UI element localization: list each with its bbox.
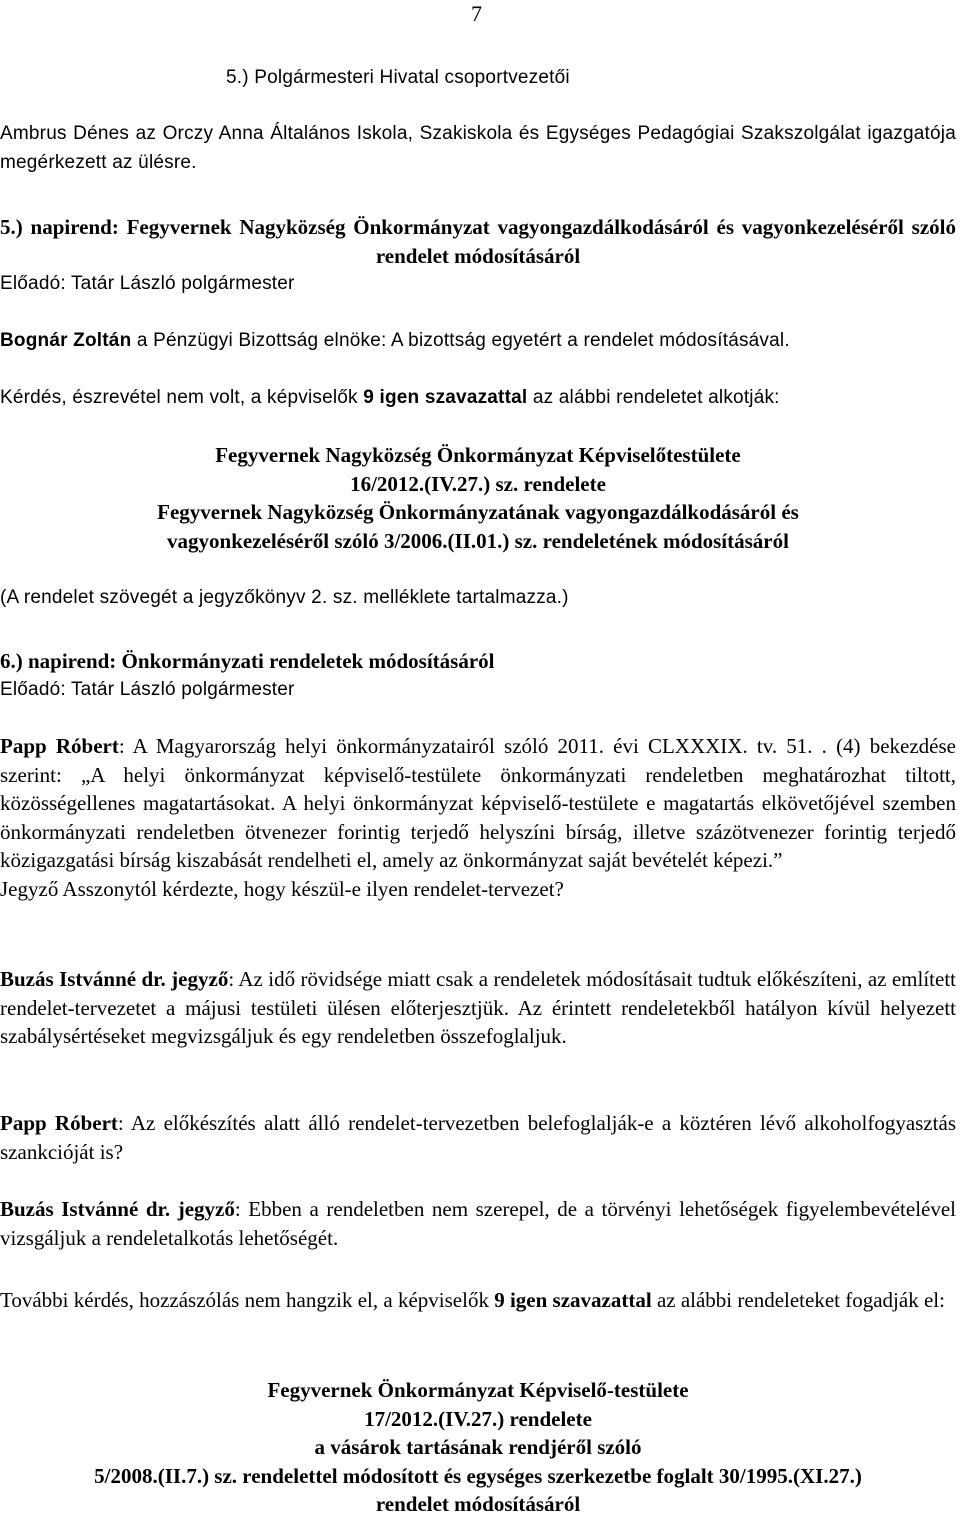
vote-statement-2 — [0, 1286, 956, 1315]
vote-1-text — [0, 384, 956, 413]
agenda-item-6 — [0, 647, 956, 704]
speech-body: : Ebben a rendeletben nem szerepel, de a törvényi lehetőségek figyelembevételével vizsgáljuk a rendeletalkotás lehetőségét. — [0, 1197, 957, 1250]
annex-note — [0, 584, 956, 613]
speech-papp-1-question: Jegyző Asszonytól kérdezte, hogy készül-e ilyen rendelet-tervezet? — [0, 876, 564, 901]
vote-2-text — [0, 1286, 956, 1315]
decree-2-line-5: rendelet módosításáról — [375, 1492, 581, 1516]
decree-1-line-3: Fegyvernek Nagyközség Önkormányzatának vagyongazdálkodásáról és — [157, 500, 799, 524]
speaker-name: Bognár Zoltán — [0, 330, 132, 351]
speaker-name: Papp Róbert — [0, 1111, 118, 1135]
annex-note-text: (A rendelet szövegét a jegyzőkönyv 2. sz. melléklete tartalmazza.) — [0, 587, 569, 608]
agenda-5-heading — [0, 213, 956, 270]
speech-body: : Az idő rövidsége miatt csak a rendeletek módosításait tudtuk előkészíteni, az említett rendelet-tervezetet a májusi testületi ülésen előterjesztjük. Az érintett rendeletekből hatályon kívül helyezett szabálysértéseket megvizsgáljuk és egy rendeletben összefoglaljuk. — [0, 967, 957, 1048]
statement-body: a Pénzügyi Bizottság elnöke: A bizottság egyetért a rendelet módosításával. — [131, 330, 790, 351]
agenda-5-title: Fegyvernek Nagyközség Önkormányzat vagyongazdálkodásáról és vagyonkezeléséről szóló rendelet módosításáról — [126, 215, 956, 268]
speech-buzas-1 — [0, 965, 956, 1051]
attendance-paragraph — [0, 120, 956, 177]
decree-2-line-1: Fegyvernek Önkormányzat Képviselő-testülete — [267, 1378, 689, 1402]
speaker-name: Buzás Istvánné dr. jegyző — [0, 1197, 235, 1221]
vote-2-before: További kérdés, hozzászólás nem hangzik el, a képviselők — [0, 1288, 495, 1312]
vote-2-count: 9 igen szavazattal — [494, 1288, 652, 1312]
committee-statement — [0, 327, 956, 356]
vote-statement-1 — [0, 384, 956, 413]
committee-statement-text — [0, 327, 956, 356]
agenda-item-5 — [0, 213, 956, 299]
speech-papp-2 — [0, 1109, 956, 1166]
speech-papp-2-text — [0, 1109, 956, 1166]
speech-buzas-2-text — [0, 1195, 956, 1252]
vote-2-after: az alábbi rendeleteket fogadják el: — [651, 1288, 945, 1312]
decree-title-2 — [0, 1376, 956, 1519]
agenda-6-presenter: Előadó: Tatár László polgármester — [0, 678, 295, 700]
vote-1-after: az alábbi rendeletet alkotják: — [527, 387, 780, 408]
page-number: 7 — [471, 1, 482, 26]
decree-1-line-2: 16/2012.(IV.27.) sz. rendelete — [350, 471, 606, 496]
section-heading-text: 5.) Polgármesteri Hivatal csoportvezetői — [226, 67, 570, 88]
decree-1-line-1: Fegyvernek Nagyközség Önkormányzat Képviselőtestülete — [215, 443, 741, 467]
speaker-name: Papp Róbert — [0, 734, 119, 758]
speech-papp-1 — [0, 732, 956, 903]
speech-buzas-2 — [0, 1195, 956, 1252]
agenda-5-presenter: Előadó: Tatár László polgármester — [0, 273, 295, 294]
decree-title-1 — [0, 441, 956, 555]
decree-2-line-3: a vásárok tartásának rendjéről szóló — [314, 1435, 642, 1459]
speech-body: : Az előkészítés alatt álló rendelet-tervezetben belefoglalják-e a köztéren lévő alkoholfogyasztás szankcióját is? — [0, 1111, 956, 1164]
decree-2-line-4: 5/2008.(II.7.) sz. rendelettel módosított és egységes szerkezetbe foglalt 30/1995.(XI.27.) — [94, 1463, 862, 1488]
speech-buzas-1-text — [0, 965, 956, 1051]
speech-papp-1-text — [0, 732, 956, 875]
section-heading — [0, 64, 956, 93]
agenda-6-heading: 6.) napirend: Önkormányzati rendeletek módosításáról — [0, 649, 495, 673]
agenda-5-prefix: 5.) napirend: — [0, 215, 127, 239]
attendance-text: Ambrus Dénes az Orczy Anna Általános Iskola, Szakiskola és Egységes Pedagógiai Szakszolgálat igazgatója megérkezett az ülésre. — [0, 123, 956, 173]
vote-1-before: Kérdés, észrevétel nem volt, a képviselők — [0, 387, 364, 408]
vote-1-count: 9 igen szavazattal — [363, 387, 528, 408]
speaker-name: Buzás Istvánné dr. jegyző — [0, 967, 229, 991]
decree-2-line-2: 17/2012.(IV.27.) rendelete — [364, 1406, 592, 1431]
decree-1-line-4: vagyonkezeléséről szóló 3/2006.(II.01.) sz. rendeletének módosításáról — [167, 528, 789, 553]
speech-body: : A Magyarország helyi önkormányzatairól szóló 2011. évi CLXXXIX. tv. 51. . (4) bekezdése szerint: „A helyi önkormányzat képviselő-testülete önkormányzati rendeletben meghatározhat tiltott, közösségellenes magatartásokat. A helyi önkormányzat képviselő-testülete e magatartás elkövetőjével szemben önkormányzati rendeletben ötvenezer forintig terjedő helyszíni bírság, illetve százötvenezer forintig terjedő közigazgatási bírság kiszabását rendelheti el, amely az önkormányzat saját bevételét képezi.” — [0, 734, 956, 872]
